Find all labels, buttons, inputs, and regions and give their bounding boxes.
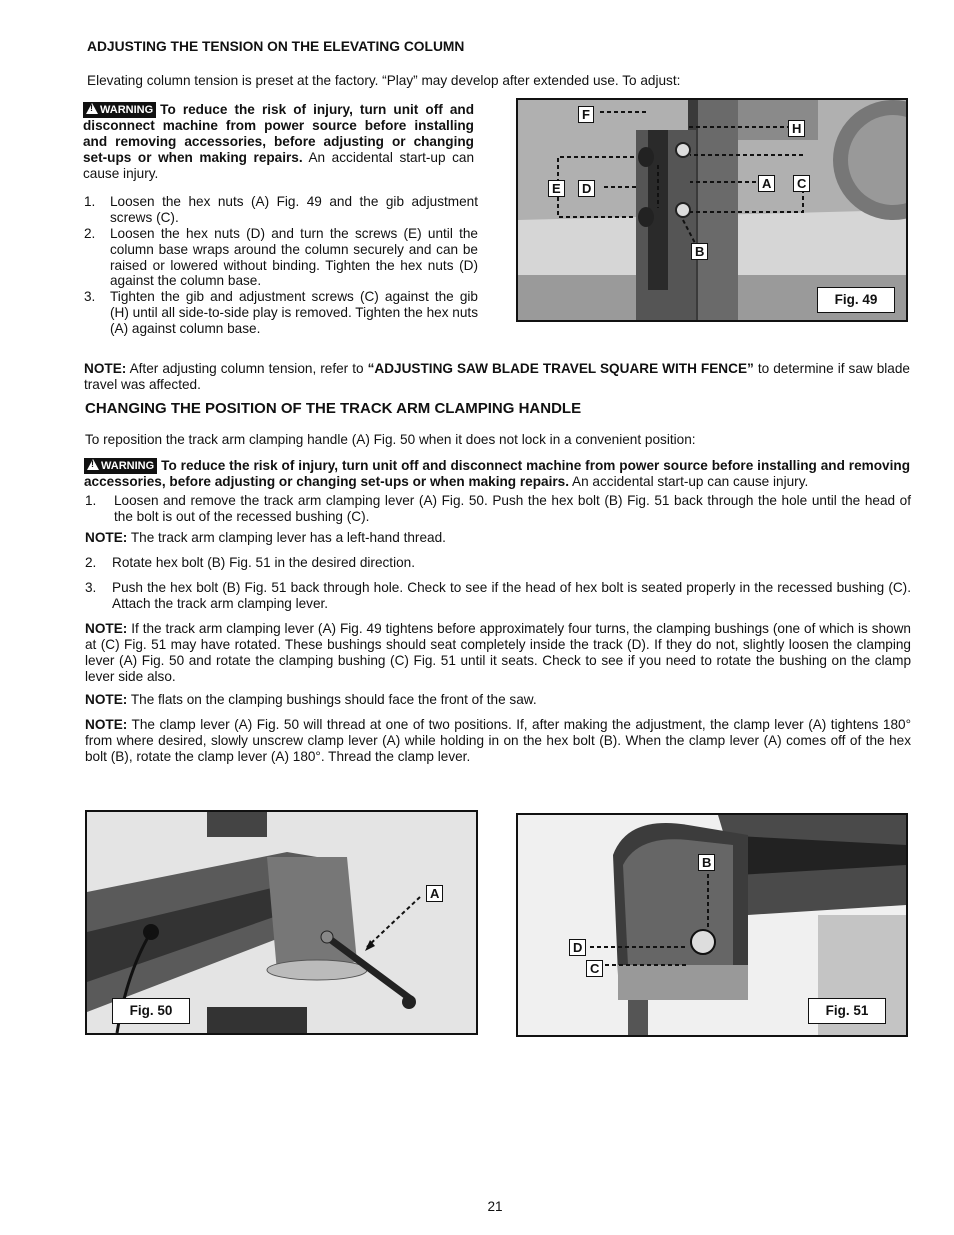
warning-rest-text: An accidental start-up can cause injury. bbox=[572, 474, 809, 489]
warning-badge: !WARNING bbox=[84, 458, 157, 474]
figure-51 bbox=[516, 813, 908, 1037]
fig51-label-d: D bbox=[569, 939, 586, 956]
list-item: 1. Loosen the hex nuts (A) Fig. 49 and the gib adjustment screws (C). bbox=[84, 194, 478, 225]
page-number: 21 bbox=[487, 1199, 503, 1214]
fig49-label-e: E bbox=[548, 180, 565, 197]
list-item: 2. Loosen the hex nuts (D) and turn the screws (E) until the column base wraps around the column securely and can be raised or lowered without binding. Tighten the hex nuts (D) against the column base. bbox=[84, 225, 478, 289]
figure-50 bbox=[85, 810, 478, 1035]
note-bushings: NOTE: If the track arm clamping lever (A) Fig. 49 tightens before approximately four turns, the clamping bushings (one of which is shown at (C) Fig. 51 may have rotated. These bushings should seat completely inside the track (D). If they do not, slightly loosen the clamping lever (A) Fig. 50 and rotate the clamping bushing (C) Fig. 51 until it seats. Check to see if you need to rotate the bushing on the clamp lever side also. bbox=[85, 621, 911, 684]
fig49-label-c: C bbox=[793, 175, 810, 192]
warning-bold-text: To reduce the risk of injury, turn unit off and disconnect machine from power source before installing and removing accessories, before adjusting or changing set-ups or when making repairs. bbox=[84, 458, 910, 489]
step-3: 3. Push the hex bolt (B) Fig. 51 back through hole. Check to see if the head of hex bolt is seated properly in the recessed bushing (C). Attach the track arm clamping lever. bbox=[85, 580, 911, 611]
warning-block-1 bbox=[83, 102, 474, 182]
section2-intro: To reposition the track arm clamping handle (A) Fig. 50 when it does not lock in a convenient position: bbox=[85, 432, 696, 447]
warning-rest-text: An accidental start-up can cause injury. bbox=[83, 149, 475, 181]
figure-49 bbox=[516, 98, 908, 322]
warning-bold-text: To reduce the risk of injury, turn unit off and disconnect machine from power source before installing and removing accessories, before adjusting or changing set-ups or when making repairs. bbox=[83, 102, 474, 165]
fig50-label-a: A bbox=[426, 885, 443, 902]
warning-triangle-icon bbox=[87, 459, 99, 470]
section1-intro: Elevating column tension is preset at the factory. “Play” may develop after extended use. To adjust: bbox=[87, 73, 681, 88]
warning-block-2 bbox=[84, 458, 910, 490]
note-flats: NOTE: The flats on the clamping bushings should face the front of the saw. bbox=[85, 692, 537, 707]
fig49-label-b: B bbox=[691, 243, 708, 260]
step-1: 1. Loosen and remove the track arm clamping lever (A) Fig. 50. Push the hex bolt (B) Fig. 51 back through the hole until the head of the bolt is out of the recessed bushing (C). bbox=[85, 493, 911, 524]
list-item: 3. Tighten the gib and adjustment screws (C) against the gib (H) until all side-to-side play is removed. Tighten the hex nuts (A) against column base. bbox=[84, 289, 478, 337]
note-left-hand-thread: NOTE: The track arm clamping lever has a left-hand thread. bbox=[85, 530, 446, 545]
fig51-caption: Fig. 51 bbox=[808, 998, 886, 1024]
fig49-label-f: F bbox=[578, 106, 594, 123]
section-heading-elevating-column: ADJUSTING THE TENSION ON THE ELEVATING COLUMN bbox=[87, 39, 465, 54]
section1-note: NOTE: After adjusting column tension, refer to “ADJUSTING SAW BLADE TRAVEL SQUARE WITH FENCE” to determine if saw blade travel was affected. bbox=[84, 361, 910, 392]
warning-triangle-icon bbox=[86, 103, 98, 114]
fig50-caption: Fig. 50 bbox=[112, 998, 190, 1024]
section-heading-track-arm: CHANGING THE POSITION OF THE TRACK ARM CLAMPING HANDLE bbox=[85, 400, 582, 417]
warning-badge: !WARNING bbox=[83, 102, 156, 118]
fig51-label-b: B bbox=[698, 854, 715, 871]
fig51-label-c: C bbox=[586, 960, 603, 977]
note-clamp-lever: NOTE: The clamp lever (A) Fig. 50 will thread at one of two positions. If, after making the adjustment, the clamp lever (A) tightens 180° from where desired, slowly unscrew clamp lever (A) while holding in on the hex bolt (B). When the clamp lever (A) comes off of the hex bolt (B), rotate the clamp lever (A) 180°. Thread the clamp lever. bbox=[85, 717, 912, 764]
fig49-label-h: H bbox=[788, 120, 805, 137]
fig49-caption: Fig. 49 bbox=[817, 287, 895, 313]
fig49-label-a: A bbox=[758, 175, 775, 192]
fig49-label-d: D bbox=[578, 180, 595, 197]
steps-list-1 bbox=[84, 194, 478, 337]
step-2: 2. Rotate hex bolt (B) Fig. 51 in the desired direction. bbox=[85, 555, 415, 570]
